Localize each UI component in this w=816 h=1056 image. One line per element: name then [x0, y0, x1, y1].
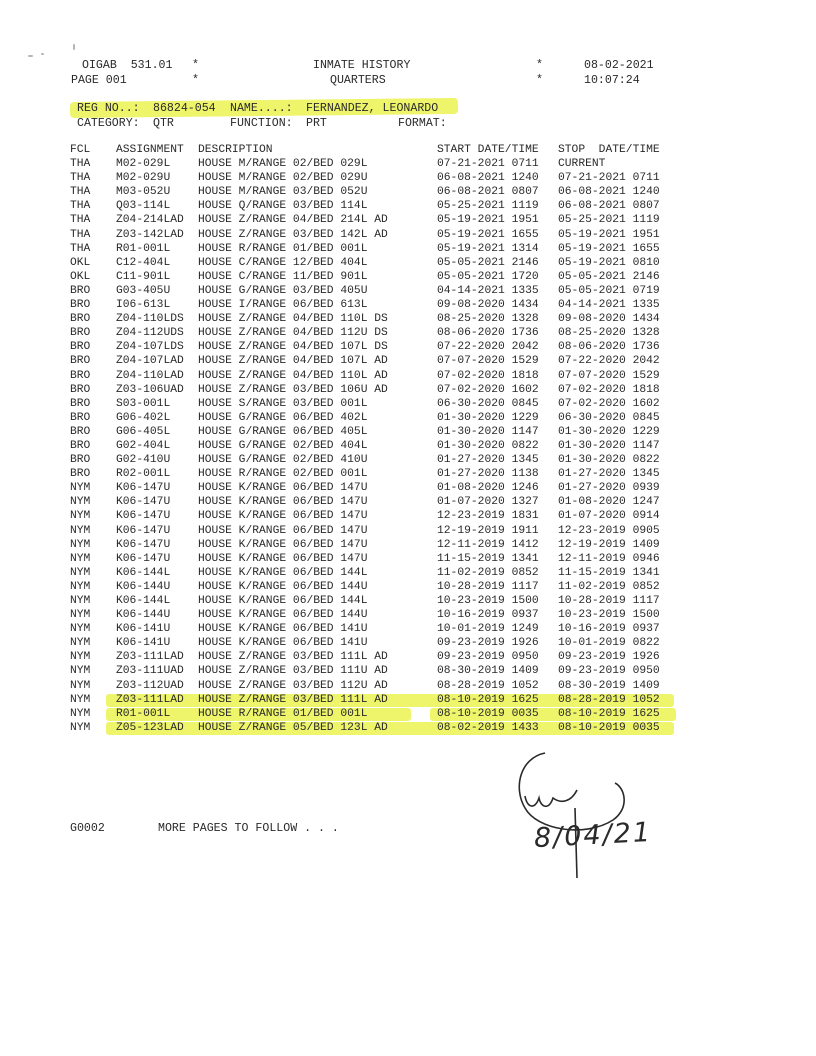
cell-start: 06-08-2021 0807	[437, 186, 539, 199]
cell-start: 05-05-2021 2146	[437, 256, 539, 269]
cell-fcl: THA	[70, 172, 91, 185]
cell-assignment: G03-405U	[116, 284, 171, 297]
cell-description: HOUSE Z/RANGE 04/BED 112U DS	[198, 327, 388, 340]
cell-assignment: R02-001L	[116, 468, 171, 481]
cell-description: HOUSE G/RANGE 06/BED 402L	[198, 411, 368, 424]
cell-assignment: Z04-107LAD	[116, 355, 184, 368]
cell-start: 12-19-2019 1911	[437, 524, 539, 537]
cell-stop: 06-08-2021 0807	[558, 200, 660, 213]
cell-assignment: Z03-111LAD	[116, 693, 184, 706]
cell-assignment: K06-144L	[116, 595, 171, 607]
cell-fcl: NYM	[70, 707, 91, 720]
cell-start: 08-25-2020 1328	[437, 313, 539, 326]
cell-fcl: OKL	[70, 270, 91, 283]
cell-start: 01-08-2020 1246	[437, 482, 539, 495]
cell-fcl: NYM	[70, 566, 91, 579]
cell-stop: 07-07-2020 1529	[558, 369, 660, 382]
cell-stop: 11-02-2019 0852	[558, 580, 660, 593]
cell-description: HOUSE Z/RANGE 04/BED 107L DS	[198, 341, 388, 354]
cell-description: HOUSE K/RANGE 06/BED 147U	[198, 552, 368, 565]
cell-stop: 08-28-2019 1052	[558, 693, 660, 706]
cell-description: HOUSE K/RANGE 06/BED 144L	[198, 595, 368, 607]
cell-stop: 01-30-2020 1229	[558, 425, 660, 438]
cell-description: HOUSE Z/RANGE 04/BED 107L AD	[198, 355, 388, 368]
cell-stop: 10-23-2019 1500	[558, 609, 660, 622]
cell-assignment: K06-147U	[116, 482, 171, 495]
cell-description: HOUSE R/RANGE 01/BED 001L	[198, 707, 368, 720]
cell-assignment: G02-404L	[116, 439, 171, 452]
cell-assignment: K06-144U	[116, 609, 171, 622]
cell-description: HOUSE M/RANGE 02/BED 029L	[198, 158, 368, 171]
cell-description: HOUSE Z/RANGE 03/BED 111U AD	[198, 665, 388, 678]
cell-fcl: THA	[70, 242, 91, 255]
cell-stop: 07-02-2020 1818	[558, 383, 660, 396]
report-subtitle: QUARTERS	[330, 74, 386, 87]
name-label: NAME....:	[230, 102, 293, 115]
cell-fcl: BRO	[70, 327, 91, 340]
column-header-stop: STOP DATE/TIME	[558, 144, 660, 156]
cell-assignment: M03-052U	[116, 186, 171, 199]
cell-fcl: BRO	[70, 468, 91, 481]
cell-stop: 06-30-2020 0845	[558, 411, 660, 424]
cell-stop: 12-11-2019 0946	[558, 552, 660, 565]
cell-start: 08-02-2019 1433	[437, 721, 539, 734]
cell-assignment: K06-147U	[116, 496, 171, 509]
scan-speck	[41, 53, 44, 55]
cell-stop: 08-30-2019 1409	[558, 679, 660, 692]
cell-start: 01-30-2020 1147	[437, 425, 539, 438]
cell-fcl: THA	[70, 228, 91, 241]
cell-stop: 09-23-2019 0950	[558, 665, 660, 678]
cell-assignment: K06-141U	[116, 623, 171, 636]
cell-start: 08-06-2020 1736	[437, 327, 539, 340]
cell-fcl: BRO	[70, 299, 91, 312]
cell-description: HOUSE Z/RANGE 04/BED 110L AD	[198, 369, 388, 382]
cell-start: 01-27-2020 1345	[437, 454, 539, 467]
cell-stop: 05-19-2021 0810	[558, 256, 660, 269]
cell-assignment: Z04-107LDS	[116, 341, 184, 354]
cell-fcl: NYM	[70, 623, 91, 636]
cell-stop: CURRENT	[558, 158, 606, 171]
cell-fcl: NYM	[70, 510, 91, 523]
cell-assignment: K06-144U	[116, 580, 171, 593]
format-label: FORMAT:	[398, 117, 447, 130]
report-title: INMATE HISTORY	[313, 59, 411, 72]
cell-start: 07-21-2021 0711	[437, 158, 539, 171]
cell-description: HOUSE R/RANGE 01/BED 001L	[198, 242, 368, 255]
cell-fcl: NYM	[70, 651, 91, 664]
cell-description: HOUSE Z/RANGE 03/BED 106U AD	[198, 383, 388, 396]
cell-assignment: K06-147U	[116, 552, 171, 565]
cell-assignment: Z05-123LAD	[116, 721, 184, 734]
cell-start: 07-02-2020 1818	[437, 369, 539, 382]
cell-start: 01-07-2020 1327	[437, 496, 539, 509]
column-header-fcl: FCL	[70, 144, 91, 156]
cell-start: 09-23-2019 0950	[437, 651, 539, 664]
cell-fcl: OKL	[70, 256, 91, 269]
cell-fcl: NYM	[70, 637, 91, 650]
cell-fcl: BRO	[70, 284, 91, 297]
cell-fcl: NYM	[70, 693, 91, 706]
cell-start: 10-01-2019 1249	[437, 623, 539, 636]
inmate-name: FERNANDEZ, LEONARDO	[306, 102, 439, 115]
cell-description: HOUSE K/RANGE 06/BED 147U	[198, 524, 368, 537]
cell-stop: 10-16-2019 0937	[558, 623, 660, 636]
cell-stop: 08-25-2020 1328	[558, 327, 660, 340]
cell-stop: 05-25-2021 1119	[558, 214, 660, 227]
cell-description: HOUSE S/RANGE 03/BED 001L	[198, 397, 368, 410]
cell-description: HOUSE G/RANGE 02/BED 410U	[198, 454, 368, 467]
page-number: PAGE 001	[71, 74, 127, 87]
cell-description: HOUSE Z/RANGE 03/BED 142L AD	[198, 228, 388, 241]
signature-initials	[525, 790, 577, 806]
footer-code: G0002	[70, 822, 105, 835]
cell-assignment: Q03-114L	[116, 200, 171, 213]
cell-stop: 10-01-2019 0822	[558, 637, 660, 650]
cell-start: 07-22-2020 2042	[437, 341, 539, 354]
cell-description: HOUSE Z/RANGE 03/BED 112U AD	[198, 679, 388, 692]
cell-stop: 04-14-2021 1335	[558, 299, 660, 312]
cell-start: 01-30-2020 1229	[437, 411, 539, 424]
cell-assignment: Z03-111UAD	[116, 665, 184, 678]
scan-speck	[73, 44, 75, 50]
cell-start: 12-11-2019 1412	[437, 538, 539, 551]
cell-fcl: NYM	[70, 595, 91, 607]
cell-start: 06-30-2020 0845	[437, 397, 539, 410]
cell-stop: 07-02-2020 1602	[558, 397, 660, 410]
cell-assignment: Z03-112UAD	[116, 679, 184, 692]
cell-start: 08-10-2019 1625	[437, 693, 539, 706]
cell-stop: 10-28-2019 1117	[558, 595, 660, 607]
cell-assignment: Z04-110LDS	[116, 313, 184, 326]
cell-fcl: BRO	[70, 411, 91, 424]
cell-assignment: G02-410U	[116, 454, 171, 467]
reg-no-value: 86824-054	[153, 102, 216, 115]
cell-description: HOUSE G/RANGE 03/BED 405U	[198, 284, 368, 297]
cell-description: HOUSE Z/RANGE 04/BED 214L AD	[198, 214, 388, 227]
cell-description: HOUSE K/RANGE 06/BED 147U	[198, 510, 368, 523]
cell-start: 01-27-2020 1138	[437, 468, 539, 481]
report-date: 08-02-2021	[584, 59, 654, 72]
cell-description: HOUSE Z/RANGE 03/BED 111L AD	[198, 651, 388, 664]
header-star: *	[536, 59, 543, 72]
column-header-description: DESCRIPTION	[198, 144, 273, 156]
function-value: PRT	[306, 117, 327, 130]
cell-assignment: M02-029U	[116, 172, 171, 185]
cell-assignment: K06-147U	[116, 510, 171, 523]
cell-start: 09-08-2020 1434	[437, 299, 539, 312]
handwritten-date: 8/04/21	[533, 816, 653, 855]
cell-description: HOUSE K/RANGE 06/BED 144U	[198, 609, 368, 622]
cell-description: HOUSE I/RANGE 06/BED 613L	[198, 299, 368, 312]
cell-start: 06-08-2021 1240	[437, 172, 539, 185]
cell-description: HOUSE Z/RANGE 03/BED 111L AD	[198, 693, 388, 706]
cell-fcl: NYM	[70, 679, 91, 692]
cell-assignment: Z04-110LAD	[116, 369, 184, 382]
cell-fcl: NYM	[70, 721, 91, 734]
cell-fcl: BRO	[70, 355, 91, 368]
cell-assignment: C12-404L	[116, 256, 171, 269]
cell-start: 07-07-2020 1529	[437, 355, 539, 368]
cell-start: 10-16-2019 0937	[437, 609, 539, 622]
cell-fcl: NYM	[70, 538, 91, 551]
function-label: FUNCTION:	[230, 117, 293, 130]
cell-stop: 01-08-2020 1247	[558, 496, 660, 509]
handwritten-signature	[505, 738, 655, 888]
cell-stop: 05-05-2021 2146	[558, 270, 660, 283]
cell-stop: 09-08-2020 1434	[558, 313, 660, 326]
cell-fcl: BRO	[70, 425, 91, 438]
cell-description: HOUSE G/RANGE 02/BED 404L	[198, 439, 368, 452]
cell-fcl: NYM	[70, 609, 91, 622]
cell-fcl: BRO	[70, 313, 91, 326]
cell-start: 05-19-2021 1951	[437, 214, 539, 227]
cell-stop: 05-19-2021 1655	[558, 242, 660, 255]
cell-stop: 01-07-2020 0914	[558, 510, 660, 523]
cell-fcl: BRO	[70, 341, 91, 354]
cell-fcl: NYM	[70, 552, 91, 565]
cell-description: HOUSE C/RANGE 12/BED 404L	[198, 256, 368, 269]
cell-description: HOUSE K/RANGE 06/BED 141U	[198, 637, 368, 650]
cell-start: 07-02-2020 1602	[437, 383, 539, 396]
cell-assignment: R01-001L	[116, 707, 171, 720]
cell-fcl: BRO	[70, 383, 91, 396]
cell-start: 11-02-2019 0852	[437, 566, 539, 579]
column-header-start: START DATE/TIME	[437, 144, 539, 156]
cell-stop: 08-10-2019 0035	[558, 721, 660, 734]
scan-speck	[28, 55, 33, 57]
cell-assignment: G06-405L	[116, 425, 171, 438]
cell-description: HOUSE M/RANGE 02/BED 029U	[198, 172, 368, 185]
cell-assignment: R01-001L	[116, 242, 171, 255]
cell-start: 11-15-2019 1341	[437, 552, 539, 565]
report-code: OIGAB 531.01	[82, 59, 173, 72]
cell-stop: 08-06-2020 1736	[558, 341, 660, 354]
cell-start: 10-28-2019 1117	[437, 580, 539, 593]
cell-fcl: BRO	[70, 397, 91, 410]
cell-description: HOUSE Z/RANGE 05/BED 123L AD	[198, 721, 388, 734]
cell-assignment: Z03-111LAD	[116, 651, 184, 664]
header-star: *	[192, 74, 199, 87]
category-label: CATEGORY:	[77, 117, 140, 130]
cell-start: 05-19-2021 1314	[437, 242, 539, 255]
cell-fcl: THA	[70, 214, 91, 227]
cell-fcl: NYM	[70, 496, 91, 509]
cell-fcl: NYM	[70, 665, 91, 678]
cell-stop: 01-27-2020 0939	[558, 482, 660, 495]
cell-description: HOUSE M/RANGE 03/BED 052U	[198, 186, 368, 199]
cell-start: 10-23-2019 1500	[437, 595, 539, 607]
cell-assignment: I06-613L	[116, 299, 171, 312]
cell-fcl: NYM	[70, 580, 91, 593]
cell-fcl: THA	[70, 200, 91, 213]
cell-assignment: Z03-106UAD	[116, 383, 184, 396]
report-time: 10:07:24	[584, 74, 640, 87]
cell-fcl: THA	[70, 158, 91, 171]
cell-assignment: C11-901L	[116, 270, 171, 283]
cell-fcl: BRO	[70, 369, 91, 382]
cell-stop: 12-23-2019 0905	[558, 524, 660, 537]
cell-assignment: S03-001L	[116, 397, 171, 410]
cell-assignment: K06-147U	[116, 524, 171, 537]
cell-fcl: BRO	[70, 439, 91, 452]
cell-description: HOUSE K/RANGE 06/BED 144L	[198, 566, 368, 579]
cell-start: 05-19-2021 1655	[437, 228, 539, 241]
cell-start: 12-23-2019 1831	[437, 510, 539, 523]
header-star: *	[536, 74, 543, 87]
cell-stop: 08-10-2019 1625	[558, 707, 660, 720]
cell-start: 08-10-2019 0035	[437, 707, 539, 720]
cell-description: HOUSE C/RANGE 11/BED 901L	[198, 270, 368, 283]
cell-start: 04-14-2021 1335	[437, 284, 539, 297]
cell-description: HOUSE G/RANGE 06/BED 405L	[198, 425, 368, 438]
cell-fcl: BRO	[70, 454, 91, 467]
cell-start: 09-23-2019 1926	[437, 637, 539, 650]
footer-message: MORE PAGES TO FOLLOW . . .	[158, 822, 339, 835]
cell-fcl: THA	[70, 186, 91, 199]
header-star: *	[192, 59, 199, 72]
cell-stop: 01-30-2020 1147	[558, 439, 660, 452]
cell-assignment: Z03-142LAD	[116, 228, 184, 241]
cell-description: HOUSE K/RANGE 06/BED 141U	[198, 623, 368, 636]
cell-description: HOUSE K/RANGE 06/BED 147U	[198, 538, 368, 551]
cell-description: HOUSE R/RANGE 02/BED 001L	[198, 468, 368, 481]
cell-start: 05-25-2021 1119	[437, 200, 539, 213]
column-header-assignment: ASSIGNMENT	[116, 144, 184, 156]
cell-stop: 12-19-2019 1409	[558, 538, 660, 551]
cell-start: 08-30-2019 1409	[437, 665, 539, 678]
cell-stop: 07-21-2021 0711	[558, 172, 660, 185]
cell-description: HOUSE Z/RANGE 04/BED 110L DS	[198, 313, 388, 326]
cell-stop: 09-23-2019 1926	[558, 651, 660, 664]
category-value: QTR	[153, 117, 174, 130]
cell-assignment: K06-144L	[116, 566, 171, 579]
cell-description: HOUSE K/RANGE 06/BED 147U	[198, 496, 368, 509]
reg-no-label: REG NO..:	[77, 102, 140, 115]
cell-stop: 01-27-2020 1345	[558, 468, 660, 481]
cell-stop: 05-05-2021 0719	[558, 284, 660, 297]
cell-stop: 07-22-2020 2042	[558, 355, 660, 368]
cell-start: 05-05-2021 1720	[437, 270, 539, 283]
cell-assignment: M02-029L	[116, 158, 171, 171]
cell-stop: 11-15-2019 1341	[558, 566, 660, 579]
cell-stop: 05-19-2021 1951	[558, 228, 660, 241]
cell-assignment: Z04-112UDS	[116, 327, 184, 340]
cell-description: HOUSE K/RANGE 06/BED 144U	[198, 580, 368, 593]
cell-start: 01-30-2020 0822	[437, 439, 539, 452]
cell-fcl: NYM	[70, 482, 91, 495]
cell-start: 08-28-2019 1052	[437, 679, 539, 692]
cell-assignment: G06-402L	[116, 411, 171, 424]
cell-assignment: K06-147U	[116, 538, 171, 551]
cell-assignment: K06-141U	[116, 637, 171, 650]
cell-stop: 01-30-2020 0822	[558, 454, 660, 467]
cell-assignment: Z04-214LAD	[116, 214, 184, 227]
cell-description: HOUSE Q/RANGE 03/BED 114L	[198, 200, 368, 213]
cell-stop: 06-08-2021 1240	[558, 186, 660, 199]
cell-description: HOUSE K/RANGE 06/BED 147U	[198, 482, 368, 495]
cell-fcl: NYM	[70, 524, 91, 537]
